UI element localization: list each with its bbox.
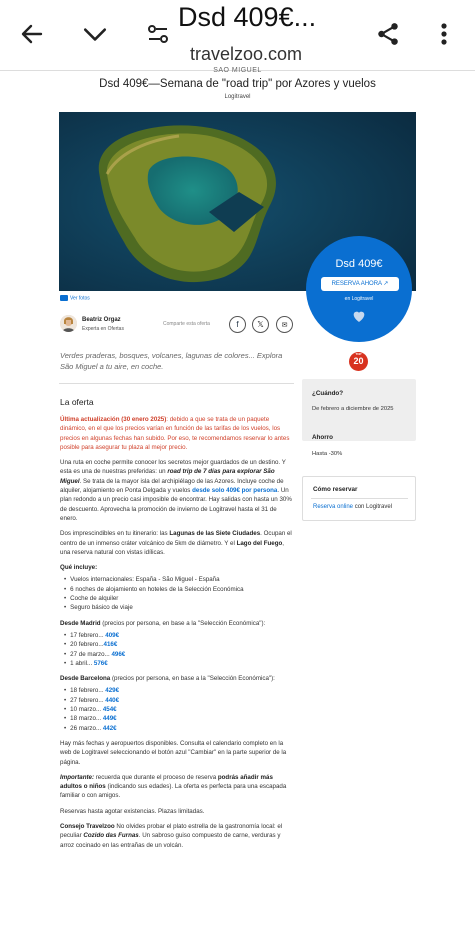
- date: 17 febrero...: [70, 631, 104, 639]
- see-photos-link[interactable]: [60, 295, 90, 301]
- book-value: [313, 504, 392, 510]
- x-icon[interactable]: 𝕏: [252, 316, 269, 333]
- book-label: Cómo reservar: [313, 486, 358, 493]
- text-bold: Cozido das Furnas: [83, 832, 139, 840]
- author-name: Beatriz Orgaz: [82, 317, 121, 323]
- madrid-prices: [64, 631, 292, 668]
- list-item: [64, 696, 292, 705]
- date: 20 febrero...: [70, 641, 104, 649]
- book-online-link[interactable]: Reserva online: [313, 504, 354, 510]
- text: . Un sabroso guiso compuesto de carne, verduras y arroz cocinado en las entrañas de un volcán.: [60, 832, 281, 849]
- text-bold: podrás añadir más adultos o niños: [60, 773, 273, 791]
- price-link[interactable]: 449€: [102, 715, 117, 723]
- price-link[interactable]: 576€: [93, 659, 108, 667]
- email-icon[interactable]: ✉: [276, 316, 293, 333]
- text: Dos imprescindibles en tu itinerario: las: [60, 530, 170, 538]
- text: Una ruta en coche permite conocer los secretos mejor guardados de un destino. Y esta es una de nuestras preferidas: un: [60, 459, 286, 476]
- back-arrow-icon[interactable]: [14, 16, 50, 52]
- share-icon[interactable]: [370, 16, 406, 52]
- list-item: [64, 640, 292, 649]
- intro-divider: [59, 383, 294, 384]
- list-item: [64, 724, 292, 733]
- barcelona-prices: [64, 686, 292, 732]
- camera-icon: [60, 295, 68, 301]
- price-link[interactable]: 416€: [103, 641, 118, 649]
- text: , una reserva natural con vistas idílicas.: [60, 539, 285, 556]
- book-provider: con Logitravel: [353, 504, 393, 510]
- includes-heading: [60, 563, 292, 572]
- date: 18 marzo...: [70, 715, 102, 723]
- barcelona-heading: [60, 674, 292, 683]
- date: 18 febrero...: [70, 687, 104, 695]
- how-to-book-box: [302, 476, 416, 521]
- text: . Un plan redondo a un precio casi imposible de encontrar. Hay salidas con hasta un 30% de descuento. Aprovecha la promoción de invierno de Logitravel hasta el 31 de enero.: [60, 487, 292, 522]
- update-heading: Última actualización (30 enero 2025): [60, 416, 167, 423]
- date: 1 abril...: [70, 659, 93, 667]
- date: 10 marzo...: [70, 706, 102, 714]
- paragraph-tip: [60, 822, 292, 850]
- date: 27 de marzo...: [70, 650, 110, 658]
- top20-badge: [349, 352, 368, 371]
- heart-icon[interactable]: [351, 308, 367, 324]
- text: (precios por persona, en base a la "Selección Económica"):: [110, 675, 275, 683]
- includes-title: Qué incluye:: [60, 564, 98, 572]
- browser-toolbar: [0, 0, 475, 70]
- text-bold: Lagunas de las Siete Ciudades: [169, 530, 261, 538]
- price-link[interactable]: 409€: [105, 631, 120, 639]
- paragraph-availability: Reservas hasta agotar existencias. Plazas limitadas.: [60, 807, 205, 815]
- section-title: La oferta: [60, 397, 94, 407]
- box-divider: [311, 498, 408, 499]
- madrid-title: Desde Madrid: [60, 619, 101, 627]
- site-settings-icon[interactable]: [140, 16, 176, 52]
- booking-provider: en Logitravel: [344, 296, 374, 302]
- deal-intro: Verdes praderas, bosques, volcanes, lagunas de colores... Explora São Miguel a tu aire, en coche.: [60, 351, 283, 371]
- deal-details-box: [302, 379, 416, 441]
- list-item: • 6 noches de alojamiento en hoteles de la Selección Económica: [64, 585, 292, 594]
- text-bold: road trip de 7 días para explorar São Miguel: [60, 468, 275, 485]
- price-link[interactable]: 429€: [105, 687, 120, 695]
- paragraph-important: [60, 773, 292, 801]
- author-avatar: [60, 315, 77, 332]
- price-link[interactable]: 454€: [102, 706, 117, 714]
- paragraph-highlights: [60, 529, 292, 557]
- page-title: Dsd 409€...: [178, 2, 317, 32]
- paragraph-dates: Hay más fechas y aeropuertos disponibles. Consulta el calendario completo en la web de Logitravel seleccionando el botón azul "Cambiar" en la parte superior de la página.: [60, 739, 287, 766]
- paragraph-intro: [60, 458, 292, 523]
- update-text: : debido a que se trata de un paquete dinámico, en el que los precios varían en función de las tarifas de los vuelos, los precios en algunas fechas han subido. Por eso, te recomendamos reservar lo antes posible para asegurar tu plaza al mejor precio.: [60, 416, 290, 451]
- more-options-icon[interactable]: [426, 16, 462, 52]
- text-bold: Importante:: [60, 773, 95, 781]
- list-item: [64, 714, 292, 723]
- text-bold: Consejo Travelzoo: [60, 822, 115, 830]
- list-item: • Vuelos internacionales: España - São Miguel - España: [64, 575, 292, 584]
- madrid-heading: [60, 619, 292, 628]
- price-cta-circle: [306, 236, 412, 342]
- list-item: [64, 686, 292, 695]
- when-label: ¿Cuándo?: [312, 390, 344, 397]
- list-item: [64, 705, 292, 714]
- text: No olvides probar el plato estrella de la gastronomía local: el peculiar: [60, 822, 283, 840]
- price-link[interactable]: 496€: [111, 650, 126, 658]
- barcelona-title: Desde Barcelona: [60, 675, 111, 683]
- facebook-icon[interactable]: f: [229, 316, 246, 333]
- list-item: [64, 659, 292, 668]
- text: . Ocupan el centro de un inmenso cráter volcánico de 5km de diámetro. Y el: [60, 530, 292, 547]
- list-item: • Seguro básico de viaje: [64, 603, 292, 612]
- text-bold: Lago del Fuego: [236, 539, 283, 547]
- chevron-down-icon[interactable]: [77, 16, 113, 52]
- includes-list: [64, 575, 292, 612]
- author-role: Experta en Ofertas: [82, 326, 124, 332]
- page-domain: travelzoo.com: [190, 44, 303, 64]
- list-item: • Coche de alquiler: [64, 594, 292, 603]
- see-photos-label: Ver fotos: [70, 295, 90, 302]
- list-item: [64, 650, 292, 659]
- deal-headline: Dsd 409€—Semana de "road trip" por Azores y vuelos: [99, 78, 376, 90]
- date: 27 febrero...: [70, 696, 104, 704]
- savings-label: Ahorro: [312, 434, 333, 441]
- badge-number: 20: [353, 356, 364, 366]
- provider-name: Logitravel: [224, 94, 251, 100]
- text: (indicando sus edades). La oferta es perfecta para una escapada familiar o con amigos.: [60, 783, 287, 800]
- price-link[interactable]: 440€: [105, 696, 120, 704]
- share-label: Comparte esta oferta: [163, 321, 210, 327]
- article-body: [60, 415, 292, 856]
- text: recuerda que durante el proceso de reserva: [94, 773, 218, 781]
- book-now-button[interactable]: RESERVA AHORA ↗: [321, 277, 399, 291]
- location-kicker: SAO MIGUEL: [213, 67, 262, 74]
- update-notice: [60, 415, 292, 452]
- price-highlight: desde solo 409€ por persona: [192, 487, 278, 495]
- when-value: De febrero a diciembre de 2025: [312, 406, 394, 412]
- badge-top-label: TOP: [355, 352, 362, 356]
- savings-value: Hasta -30%: [312, 451, 343, 457]
- text: . Se trata de la mayor isla del archipiélago de las Azores. Incluye coche de alquiler, alojamiento en Ponta Delgada y vuelos: [60, 477, 284, 495]
- price-link[interactable]: 442€: [102, 724, 117, 732]
- text: (precios por persona, en base a la "Selección Económica"):: [100, 619, 266, 627]
- date: 26 marzo...: [70, 724, 102, 732]
- deal-price: Dsd 409€: [335, 258, 383, 270]
- list-item: [64, 631, 292, 640]
